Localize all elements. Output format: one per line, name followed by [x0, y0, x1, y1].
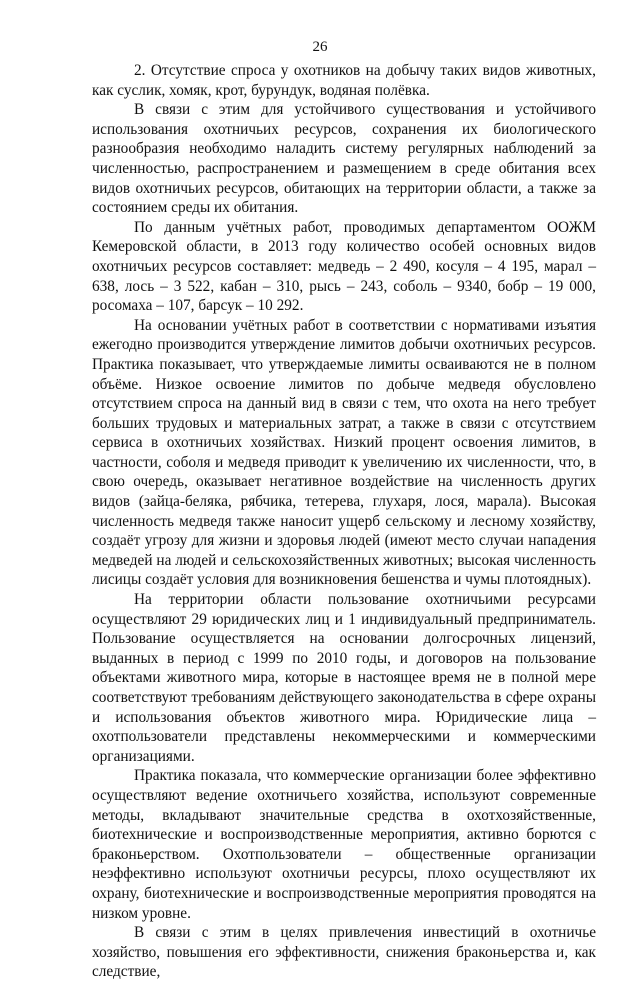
body-text	[92, 61, 596, 982]
paragraph: На основании учётных работ в соответствии с нормативами изъятия ежегодно производится утверждение лимитов добычи охотничьих ресурсов. Практика показывает, что утверждаемые лимиты осваиваются не в полном объёме. Низкое освоение лимитов по добыче медведя обусловлено отсутствием спроса на данный вид в связи с тем, что охота на него требует больших трудовых и материальных затрат, а также в связи с отсутствием сервиса в охотничьих хозяйствах. Низкий процент освоения лимитов, в частности, соболя и медведя приводит к увеличению их численности, что, в свою очередь, оказывает негативное воздействие на численность других видов (зайца-беляка, рябчика, тетерева, глухаря, лося, марала). Высокая численность медведя также наносит ущерб сельскому и лесному хозяйству, создаёт угрозу для жизни и здоровья людей (имеют место случаи нападения медведей на людей и сельскохозяйственных животных; высокая численность лисицы создаёт условия для возникновения бешенства и чумы плотоядных).	[92, 316, 596, 589]
paragraph: На территории области пользование охотничьими ресурсами осуществляют 29 юридических лиц и 1 индивидуальный предприниматель. Пользование осуществляется на основании долгосрочных лицензий, выданных в период с 1999 по 2010 годы, и договоров на пользование объектами животного мира, которые в настоящее время не в полной мере соответствуют требованиям действующего законодательства в сфере охраны и использования объектов животного мира. Юридические лица – охотпользователи представлены некоммерческими и коммерческими организациями.	[92, 591, 596, 765]
paragraph: В связи с этим в целях привлечения инвестиций в охотничье хозяйство, повышения его эффективности, снижения браконьерства и, как следствие,	[92, 924, 596, 981]
page-number: 26	[312, 39, 328, 55]
paragraph: По данным учётных работ, проводимых департаментом ООЖМ Кемеровской области, в 2013 году количество особей основных видов охотничьих ресурсов составляет: медведь – 2 490, косуля – 4 195, марал – 638, лось – 3 522, кабан – 310, рысь – 243, соболь – 9340, бобр – 19 000, росомаха – 107, барсук – 10 292.	[92, 218, 596, 315]
paragraph: 2. Отсутствие спроса у охотников на добычу таких видов животных, как суслик, хомяк, крот, бурундук, водяная полёвка.	[92, 62, 596, 99]
paragraph: В связи с этим для устойчивого существования и устойчивого использования охотничьих ресурсов, сохранения их биологического разнообразия необходимо наладить систему регулярных наблюдений за численностью, распространением и размещением в среде обитания всех видов охотничьих ресурсов, обитающих на территории области, а также за состоянием среды их обитания.	[92, 101, 596, 217]
paragraph: Практика показала, что коммерческие организации более эффективно осуществляют ведение охотничьего хозяйства, используют современные методы, вкладывают значительные средства в охотхозяйственные, биотехнические и воспроизводственные мероприятия, активно борются с браконьерством. Охотпользователи – общественные организации неэффективно используют охотничьи ресурсы, плохо осуществляют их охрану, биотехнические и воспроизводственные мероприятия проводятся на низком уровне.	[92, 767, 596, 922]
